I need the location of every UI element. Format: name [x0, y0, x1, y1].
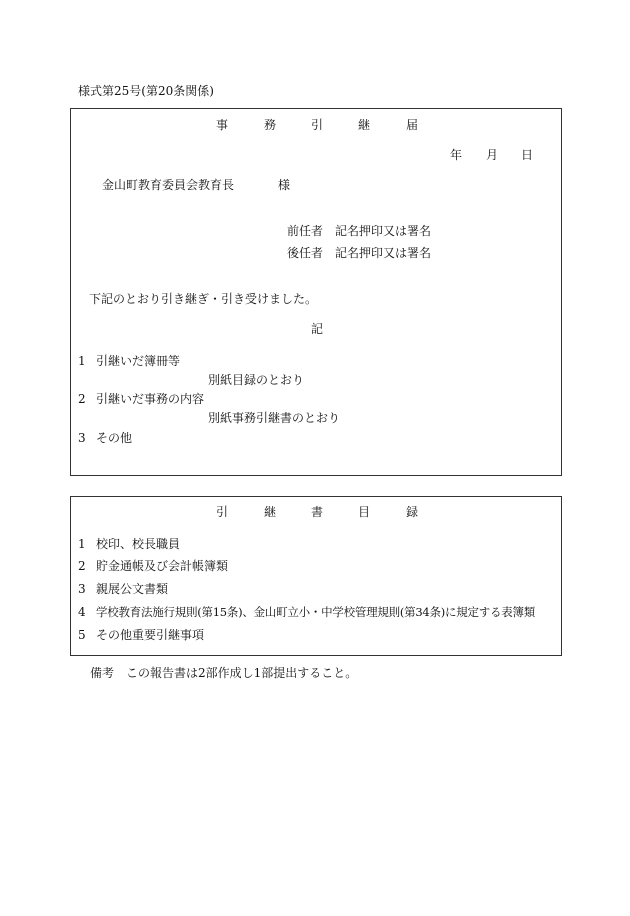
ki-heading: 記 [311, 322, 324, 336]
date-month: 月 [486, 148, 499, 162]
catalog-title-char: 録 [406, 505, 419, 519]
catalog-item-text: その他重要引継事項 [96, 628, 205, 642]
catalog-title-char: 引 [216, 505, 229, 519]
catalog-title-char: 書 [311, 505, 324, 519]
notice-item-number: 3 [78, 431, 86, 445]
notice-item-label: 引継いだ事務の内容 [96, 392, 205, 406]
catalog-item-number: 3 [78, 582, 86, 596]
notice-item-detail: 別紙目録のとおり [208, 373, 305, 387]
notice-title-char: 引 [311, 118, 324, 132]
catalog-item-text: 校印、校長職員 [96, 537, 181, 551]
remark: 備考 この報告書は2部作成し1部提出すること。 [90, 666, 358, 680]
date-day: 日 [521, 148, 534, 162]
catalog-title-char: 目 [358, 505, 371, 519]
predecessor-signature: 前任者 記名押印又は署名 [287, 224, 432, 238]
catalog-item-number: 4 [78, 605, 86, 619]
notice-item-label: 引継いだ簿冊等 [96, 354, 181, 368]
statement: 下記のとおり引き継ぎ・引き受けました。 [89, 292, 318, 306]
notice-item-label: その他 [96, 431, 133, 445]
catalog-item-number: 5 [78, 628, 86, 642]
addressee: 金山町教育委員会教育長 [102, 178, 235, 192]
catalog-item-text: 親展公文書類 [96, 582, 169, 596]
catalog-item-text: 学校教育法施行規則(第15条)、金山町立小・中学校管理規則(第34条)に規定する表簿類 [96, 605, 535, 619]
addressee-honorific: 様 [278, 178, 291, 192]
date-year: 年 [450, 148, 463, 162]
catalog-item-text: 貯金通帳及び会計帳簿類 [96, 559, 229, 573]
notice-item-number: 2 [78, 392, 86, 406]
notice-title-char: 継 [358, 118, 371, 132]
notice-title-char: 務 [264, 118, 277, 132]
notice-item-detail: 別紙事務引継書のとおり [208, 411, 341, 425]
notice-item-number: 1 [78, 354, 86, 368]
notice-title-char: 事 [216, 118, 229, 132]
catalog-item-number: 2 [78, 559, 86, 573]
catalog-item-number: 1 [78, 537, 86, 551]
form-label: 様式第25号(第20条関係) [78, 84, 214, 98]
notice-title-char: 届 [406, 118, 419, 132]
catalog-title-char: 継 [264, 505, 277, 519]
successor-signature: 後任者 記名押印又は署名 [287, 246, 432, 260]
